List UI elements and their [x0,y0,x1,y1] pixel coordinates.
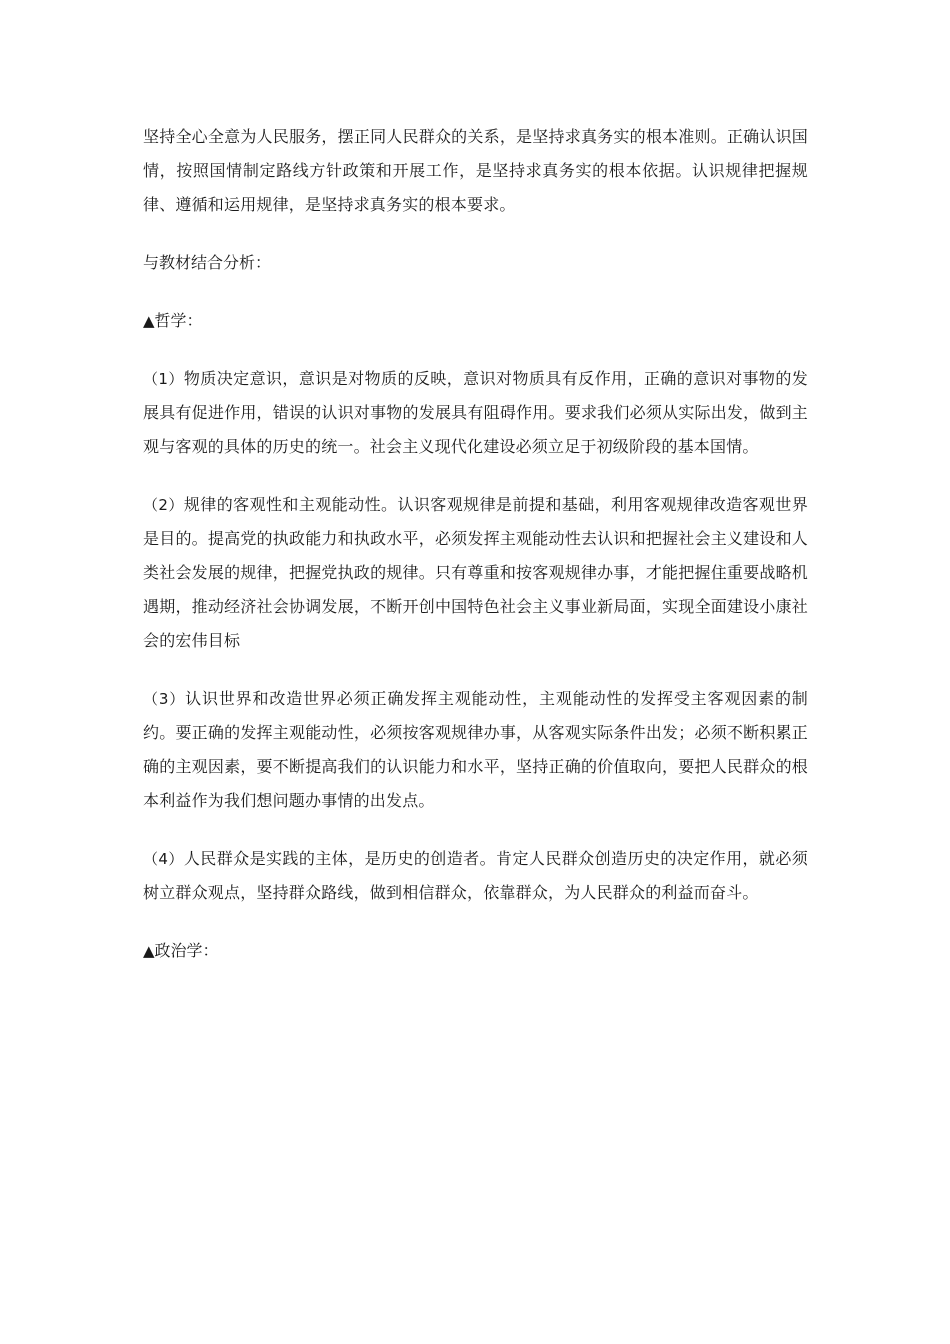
list-item-3 [143,682,808,818]
section-politics-heading [143,934,808,968]
item-number: （4） [143,850,184,868]
item-text: 认识世界和改造世界必须正确发挥主观能动性，主观能动性的发挥受主客观因素的制约。要正确的发挥主观能动性，必须按客观规律办事，从客观实际条件出发；必须不断积累正确的主观因素，要不断提高我们的认识能力和水平，坚持正确的价值取向，要把人民群众的根本利益作为我们想问题办事情的出发点。 [143,689,808,810]
triangle-marker-icon: ▲ [143,942,155,960]
list-item-2 [143,488,808,658]
item-number: （3） [143,690,186,708]
section-philosophy-label: 哲学： [154,311,203,330]
intro-paragraph: 坚持全心全意为人民服务，摆正同人民群众的关系，是坚持求真务实的根本准则。正确认识国情，按照国情制定路线方针政策和开展工作，是坚持求真务实的根本依据。认识规律把握规律、遵循和运用规律，是坚持求真务实的根本要求。 [143,127,808,214]
document-page [143,120,808,992]
list-item-4 [143,842,808,910]
item-number: （2） [143,496,184,514]
analysis-heading: 与教材结合分析： [143,253,272,272]
list-item-1 [143,362,808,464]
item-text: 规律的客观性和主观能动性。认识客观规律是前提和基础，利用客观规律改造客观世界是目的。提高党的执政能力和执政水平，必须发挥主观能动性去认识和把握社会主义建设和人类社会发展的规律，把握党执政的规律。只有尊重和按客观规律办事，才能把握住重要战略机遇期，推动经济社会协调发展，不断开创中国特色社会主义事业新局面，实现全面建设小康社会的宏伟目标 [143,495,808,650]
triangle-marker-icon: ▲ [143,312,155,330]
item-number: （1） [143,370,184,388]
section-politics-label: 政治学： [154,941,219,960]
item-text: 物质决定意识，意识是对物质的反映，意识对物质具有反作用，正确的意识对事物的发展具有促进作用，错误的认识对事物的发展具有阻碍作用。要求我们必须从实际出发，做到主观与客观的具体的历史的统一。社会主义现代化建设必须立足于初级阶段的基本国情。 [143,369,808,456]
item-text: 人民群众是实践的主体，是历史的创造者。肯定人民群众创造历史的决定作用，就必须树立群众观点，坚持群众路线，做到相信群众，依靠群众，为人民群众的利益而奋斗。 [143,849,808,902]
section-philosophy-heading [143,304,808,338]
